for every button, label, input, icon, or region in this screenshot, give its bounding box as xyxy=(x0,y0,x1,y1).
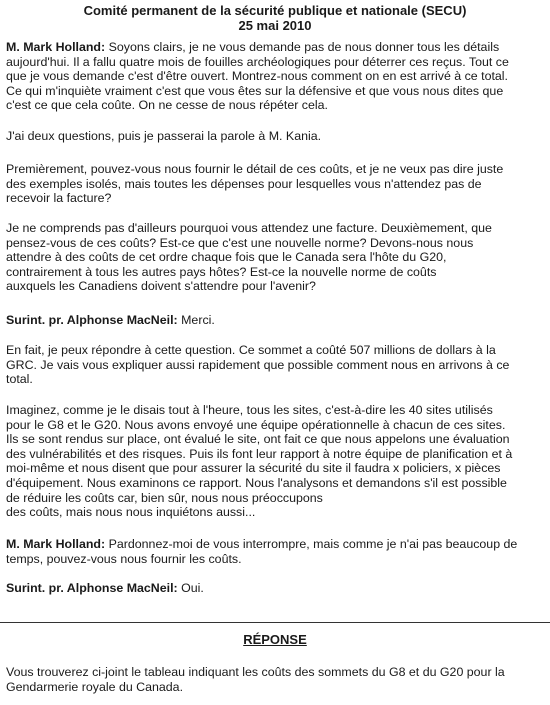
text-line: des vulnérabilités et des risques. Puis ils font leur rapport à notre équipe de planification et à xyxy=(6,446,513,461)
paragraph-macneil-2 xyxy=(6,581,544,596)
text-line: J'ai deux questions, puis je passerai la parole à M. Kania. xyxy=(6,129,322,143)
meeting-date: 25 mai 2010 xyxy=(238,18,312,33)
speaker-name: Surint. pr. Alphonse MacNeil: xyxy=(6,313,178,327)
text-line: contrairement à tous les autres pays hôtes? Est-ce la nouvelle norme de coûts xyxy=(6,264,437,279)
paragraph-second-question xyxy=(6,221,544,294)
text-line: En fait, je peux répondre à cette question. Ce sommet a coûté 507 millions de dollars à la xyxy=(6,343,496,357)
text-line: Gendarmerie royale du Canada. xyxy=(6,679,184,694)
text-line: Imaginez, comme je le disais tout à l'heure, tous les sites, c'est-à-dire les 40 sites utilisés xyxy=(6,403,493,417)
text-line: attendre à des coûts de cet ordre chaque fois que le Canada sera l'hôte du G20, xyxy=(6,250,447,265)
text-line: d'équipement. Nous examinons ce rapport. Nous l'analysons et demandons s'il est possible xyxy=(6,475,507,490)
text-line: aujourd'hui. Il a fallu quatre mois de fouilles archéologiques pour déterrer ces reçus. Tout ce xyxy=(6,54,509,69)
text-line: Merci. xyxy=(181,313,215,327)
speaker-name: M. Mark Holland: xyxy=(6,40,106,54)
text-line: Vous trouverez ci-joint le tableau indiquant les coûts des sommets du G8 et du G20 pour la xyxy=(6,665,505,679)
committee-title: Comité permanent de la sécurité publique et nationale (SECU) xyxy=(83,3,467,18)
text-line: Ce qui m'inquiète vraiment c'est que vous êtes sur la défensive et que vous nous dites que xyxy=(6,83,504,98)
text-line: des coûts, mais nous nous inquiétons aussi... xyxy=(6,505,256,520)
speaker-name: M. Mark Holland: xyxy=(6,537,106,551)
text-line: Je ne comprends pas d'ailleurs pourquoi vous attendez une facture. Deuxièmement, que xyxy=(6,221,492,235)
text-line: de réduire les coûts car, bien sûr, nous nous préoccupons xyxy=(6,490,323,505)
text-line: auxquels les Canadiens doivent s'attendre pour l'avenir? xyxy=(6,279,316,294)
paragraph-macneil-1 xyxy=(6,313,544,328)
text-line: des exemples isolés, mais toutes les dépenses pour lesquelles vous n'attendez pas de xyxy=(6,176,482,191)
text-line: pour le G8 et le G20. Nous avons envoyé une équipe opérationnelle à chacun de ces sites. xyxy=(6,417,506,432)
paragraph-holland-1 xyxy=(6,40,544,113)
paragraph-holland-2 xyxy=(6,537,544,566)
text-line: c'est ce que cela coûte. On ne cesse de nous répéter cela. xyxy=(6,98,328,113)
text-line: moi-même et nous disent que pour assurer la sécurité du site il faudra x policiers, x pièces xyxy=(6,461,501,476)
response-heading: RÉPONSE xyxy=(243,632,307,647)
paragraph-site-assessment xyxy=(6,403,544,520)
speaker-name: Surint. pr. Alphonse MacNeil: xyxy=(6,581,178,595)
document-header xyxy=(0,0,550,33)
text-line: Premièrement, pouvez-vous nous fournir le détail de ces coûts, et je ne veux pas dire juste xyxy=(6,162,504,176)
text-line: temps, pouvez-vous nous fournir les coûts. xyxy=(6,551,242,566)
text-line: Pardonnez-moi de vous interrompre, mais comme je n'ai pas beaucoup de xyxy=(108,537,518,551)
text-line: Oui. xyxy=(181,581,204,595)
text-line: que je vous demande c'est d'être ouvert. Montrez-nous comment on en est arrivé à ce total. xyxy=(6,69,508,84)
paragraph-two-questions xyxy=(6,129,544,144)
paragraph-first-question xyxy=(6,162,544,206)
paragraph-response xyxy=(6,665,544,694)
text-line: total. xyxy=(6,372,33,387)
paragraph-summit-cost xyxy=(6,343,544,387)
section-divider xyxy=(0,622,550,623)
text-line: Ils se sont rendus sur place, ont évalué le site, ont fait ce que nous appelons une évaluation xyxy=(6,432,510,447)
text-line: pensez-vous de ces coûts? Est-ce que c'est une nouvelle norme? Devons-nous nous xyxy=(6,235,474,250)
text-line: Soyons clairs, je ne vous demande pas de nous donner tous les détails xyxy=(108,40,500,54)
text-line: recevoir la facture? xyxy=(6,191,112,206)
text-line: GRC. Je vais vous expliquer aussi rapidement que possible comment nous en arrivons à ce xyxy=(6,357,510,372)
